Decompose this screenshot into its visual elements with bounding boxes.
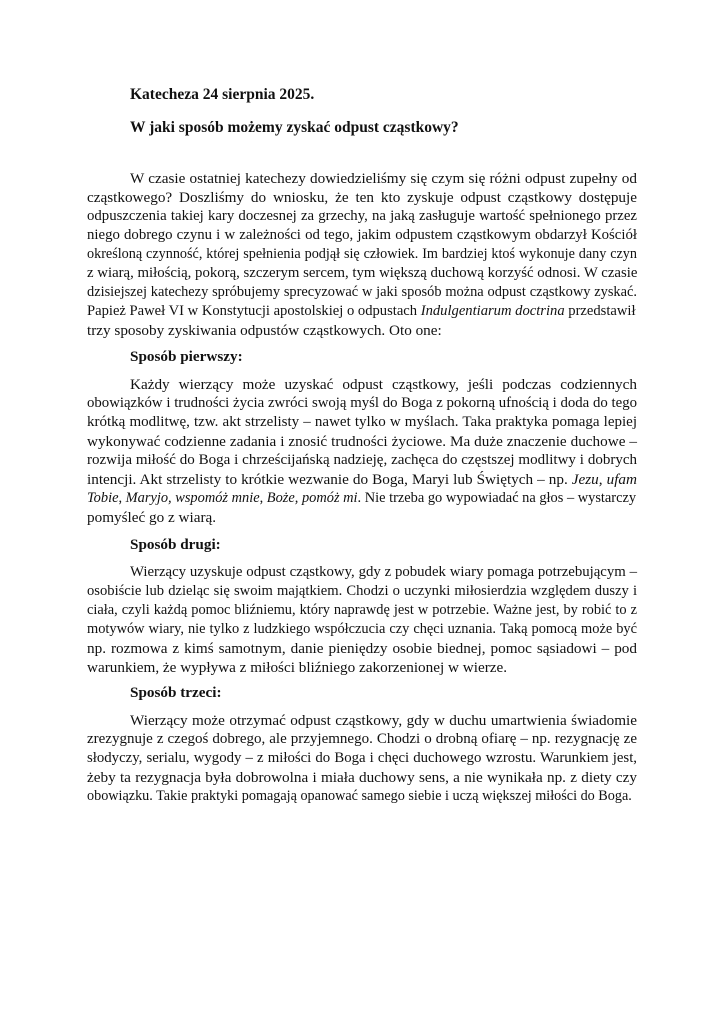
paragraph-line: żeby ta rezygnacja była dobrowolna i miała duchowy sens, a nie wynikała np. z diety czy (87, 769, 637, 786)
italic-text: Jezu, ufam (571, 471, 637, 488)
paragraph-line: W czasie ostatniej katechezy dowiedzieliśmy się czym się różni odpust zupełny od (130, 170, 637, 187)
document-title: Katecheza 24 sierpnia 2025. (130, 86, 315, 103)
paragraph-line: Wierzący uzyskuje odpust cząstkowy, gdy z pobudek wiary pomaga potrzebującym – (130, 564, 637, 580)
paragraph-line: Każdy wierzący może uzyskać odpust cząstkowy, jeśli podczas codziennych (130, 376, 637, 393)
paragraph-line: Wierzący może otrzymać odpust cząstkowy, gdy w duchu umartwienia świadomie (130, 712, 637, 729)
paragraph-line: trzy sposoby zyskiwania odpustów cząstkowych. Oto one: (87, 322, 442, 339)
paragraph-line: wykonywać codzienne zadania i znosić trudności życiowe. Ma duże znaczenie duchowe – (87, 433, 637, 450)
paragraph-line: warunkiem, że wypływa z miłości bliźniego zakorzenionej w wierze. (87, 659, 508, 676)
paragraph-line: z wiarą, miłością, pokorą, szczerym sercem, tym większą duchową korzyść odnosi. W czasie (87, 265, 638, 281)
text-run: przedstawił (564, 303, 636, 319)
paragraph-line: ciała, czyli każdą pomoc bliźniemu, który naprawdę jest w potrzebie. Ważne jest, by robić to z (87, 602, 637, 618)
section-heading: Sposób pierwszy: (130, 348, 243, 365)
italic-text: Tobie (87, 490, 119, 506)
paragraph-line: cząstkowego? Doszliśmy do wniosku, że ten kto zyskuje odpust cząstkowy dostępuje (87, 189, 637, 206)
text-run: intencji. Akt strzelisty to krótkie wezwanie do Boga, Maryi lub Świętych – np. (87, 471, 572, 488)
text-run: . Nie trzeba go wypowiadać na głos – wystarczy (357, 490, 637, 506)
italic-text: Maryjo, wspomóż mnie (125, 490, 260, 506)
paragraph-line: osobiście lub dzieląc się swoim majątkiem. Chodzi o uczynki miłosierdzia względem duszy i (87, 583, 637, 599)
paragraph-line: motywów wiary, nie tylko z ludzkiego współczucia czy chęci uznania. Taką pomocą może być (87, 621, 637, 637)
paragraph-line: odpuszczenia takiej kary doczesnej za grzechy, na jaką zasługuje wartość spełnionego przez (87, 208, 637, 224)
paragraph-line: określoną czynność, której spełnienia podjął się człowiek. Im bardziej ktoś wykonuje dany czyn (87, 246, 637, 262)
paragraph-line: np. rozmowa z kimś samotnym, danie pieniędzy osobie biednej, pomoc sąsiadowi – pod (87, 640, 637, 657)
paragraph-line: pomyśleć go z wiarą. (87, 509, 217, 526)
paragraph-line: obowiązku. Takie praktyki pomagają opanować samego siebie i uczą większej miłości do Boga. (87, 788, 632, 804)
paragraph-line: słodyczy, serialu, wygody – z miłości do Boga i chęci duchowego wzrostu. Warunkiem jest, (87, 750, 637, 766)
italic-text: Boże, pomóż mi (266, 490, 358, 506)
paragraph-line: obowiązków i trudności życia zwróci swoją myśl do Boga z pokorną ufnością i doda do tego (87, 395, 637, 411)
text-run: Papież Paweł VI w Konstytucji apostolskiej o odpustach (87, 303, 421, 319)
text-run: , (118, 490, 126, 506)
paragraph-line (87, 470, 637, 489)
paragraph-line: rozwija miłość do Boga i chrześcijańską nadzieję, zachęca do częstszej modlitwy i dobrych (87, 452, 637, 468)
section-heading: Sposób trzeci: (130, 684, 222, 701)
paragraph-line: niego dobrego czynu i w zależności od tego, jakim odpustem cząstkowym obdarzył Kościół (87, 227, 637, 243)
paragraph-line: zrezygnuje z czegoś dobrego, ale przyjemnego. Chodzi o drobną ofiarę – np. rezygnację ze (87, 731, 637, 747)
document-subtitle: W jaki sposób możemy zyskać odpust cząstkowy? (130, 119, 459, 136)
paragraph-line: dzisiejszej katechezy spróbujemy sprecyzować w jaki sposób można odpust cząstkowy zyskać. (87, 284, 637, 300)
text-run: , (259, 490, 267, 506)
paragraph-line (87, 489, 637, 508)
paragraph-line (87, 302, 637, 321)
section-heading: Sposób drugi: (130, 536, 221, 553)
paragraph-line: krótką modlitwę, tzw. akt strzelisty – nawet tylko w myślach. Taka praktyka pomaga lepiej (87, 414, 637, 430)
italic-text: Indulgentiarum doctrina (420, 303, 565, 319)
